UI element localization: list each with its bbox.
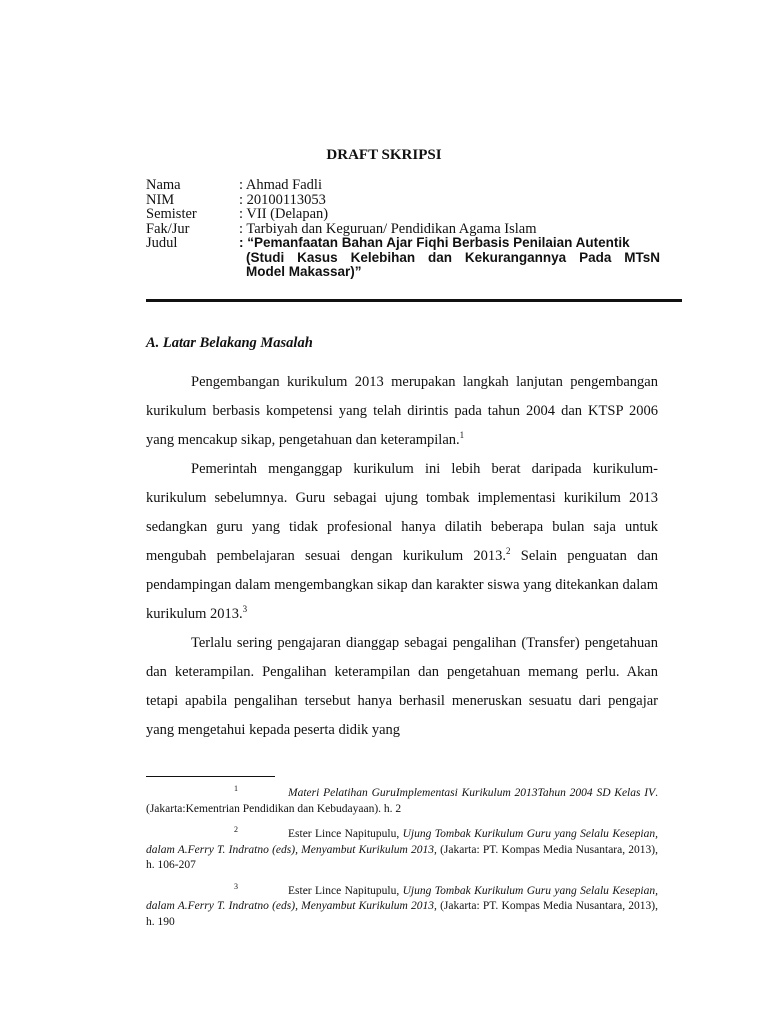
paragraph-1 xyxy=(146,368,658,455)
semister-value: : VII (Delapan) xyxy=(239,206,329,222)
footnote-3-rest: , (Jakarta: PT. Kompas Media Nusantara, 2013), h. 190 xyxy=(146,900,659,928)
fakjur-value: : Tarbiyah dan Keguruan/ Pendidikan Agama Islam xyxy=(239,220,537,237)
semister-label: Semister xyxy=(146,206,197,222)
section-title: Latar Belakang Masalah xyxy=(162,335,313,351)
footnote-ref-2[interactable]: 2 xyxy=(506,546,511,557)
title-divider xyxy=(146,299,682,302)
section-number: A. xyxy=(146,335,160,351)
footnote-divider xyxy=(146,776,275,777)
paragraph-2-text-a: Pemerintah menganggap kurikulum ini lebih berat daripada kurikulum-kurikulum sebelumnya. Guru sebagai ujung tombak implementasi kurikilum 2013 sedangkan guru yang tidak profesional hanya dilatih beberapa bulan saja untuk mengubah pembelajaran sesuai dengan kurikulum 2013. xyxy=(146,461,658,564)
footnote-3-lead: Ester Lince Napitupulu, xyxy=(288,884,403,897)
identity-row-judul xyxy=(146,236,660,280)
paragraph-3-text: Terlalu sering pengajaran dianggap sebagai pengalihan (Transfer) pengetahuan dan keterampilan. Pengalihan keterampilan dan pengetahuan memang perlu. Akan tetapi apabila pengalihan tersebut hanya berhasil meneruskan sesuatu dari pengajar yang mengetahui kepada peserta didik yang xyxy=(146,635,658,738)
identity-row-nama xyxy=(146,178,660,193)
page-title: DRAFT SKRIPSI xyxy=(326,147,442,163)
judul-line-1: : “Pemanfaatan Bahan Ajar Fiqhi Berbasis Penilaian Autentik xyxy=(239,235,630,250)
footnote-3-title: Ujung Tombak Kurikulum Guru yang Selalu Kesepian, dalam A.Ferry T. Indratno (eds), Menyambut Kurikulum 2013 xyxy=(146,884,658,912)
footnote-ref-3[interactable]: 3 xyxy=(242,604,248,615)
footnote-2-lead: Ester Lince Napitupulu, xyxy=(288,828,403,840)
footnote-2: 2 Ester Lince Napitupulu, Ujung Tombak Kurikulum Guru yang Selalu Kesepian, dalam A.Ferry T. Indratno (eds), Menyambut Kurikulum 2013, (Jakarta: PT. Kompas Media Nusantara, 2013), h. 106-207 xyxy=(146,825,659,871)
paragraph-2 xyxy=(146,455,658,629)
footnote-1-rest: . (Jakarta:Kementrian Pendidikan dan Kebudayaan). h. 2 xyxy=(146,787,658,815)
nim-value: : 20100113053 xyxy=(239,191,326,208)
identity-row-nim xyxy=(146,193,660,208)
judul-label: Judul xyxy=(146,235,178,251)
body-text xyxy=(146,368,658,745)
paragraph-1-text: Pengembangan kurikulum 2013 merupakan langkah lanjutan pengembangan kurikulum berbasis kompetensi yang telah dirintis pada tahun 2004 dan KTSP 2006 yang mencakup sikap, pengetahuan dan keterampilan. xyxy=(146,374,658,448)
footnote-3: 3 Ester Lince Napitupulu, Ujung Tombak Kurikulum Guru yang Selalu Kesepian, dalam A.Ferry T. Indratno (eds), Menyambut Kurikulum 2013, (Jakarta: PT. Kompas Media Nusantara, 2013), h. 190 xyxy=(146,881,659,928)
fakjur-label: Fak/Jur xyxy=(146,220,190,237)
identity-block xyxy=(146,178,660,280)
footnote-1-title: Materi Pelatihan GuruImplementasi Kurikulum 2013Tahun 2004 SD Kelas IV xyxy=(288,787,656,799)
paragraph-2-text-b: Selain penguatan dan pendampingan dalam mengembangkan sikap dan karakter siswa yang ditekankan dalam kurikulum 2013. xyxy=(146,548,659,622)
identity-row-fakjur xyxy=(146,222,660,237)
footnotes xyxy=(146,786,658,940)
identity-row-semister xyxy=(146,207,660,222)
judul-line-3: Model Makassar)” xyxy=(246,264,362,279)
footnote-ref-1[interactable]: 1 xyxy=(459,430,465,441)
nama-label: Nama xyxy=(146,177,181,193)
section-heading xyxy=(146,335,313,352)
paragraph-3 xyxy=(146,629,658,745)
footnote-2-rest: , (Jakarta: PT. Kompas Media Nusantara, 2013), h. 106-207 xyxy=(146,843,659,871)
judul-value xyxy=(239,236,660,280)
footnote-1: 1 Materi Pelatihan GuruImplementasi Kurikulum 2013Tahun 2004 SD Kelas IV. (Jakarta:Kementrian Pendidikan dan Kebudayaan). h. 2 xyxy=(146,784,658,815)
nama-value: : Ahmad Fadli xyxy=(239,177,322,193)
nim-label: NIM xyxy=(146,191,175,208)
footnote-2-title: Ujung Tombak Kurikulum Guru yang Selalu Kesepian, dalam A.Ferry T. Indratno (eds), Menyambut Kurikulum 2013 xyxy=(146,828,658,856)
judul-line-2: (Studi Kasus Kelebihan dan Kekurangannya Pada MTsN xyxy=(246,249,660,265)
